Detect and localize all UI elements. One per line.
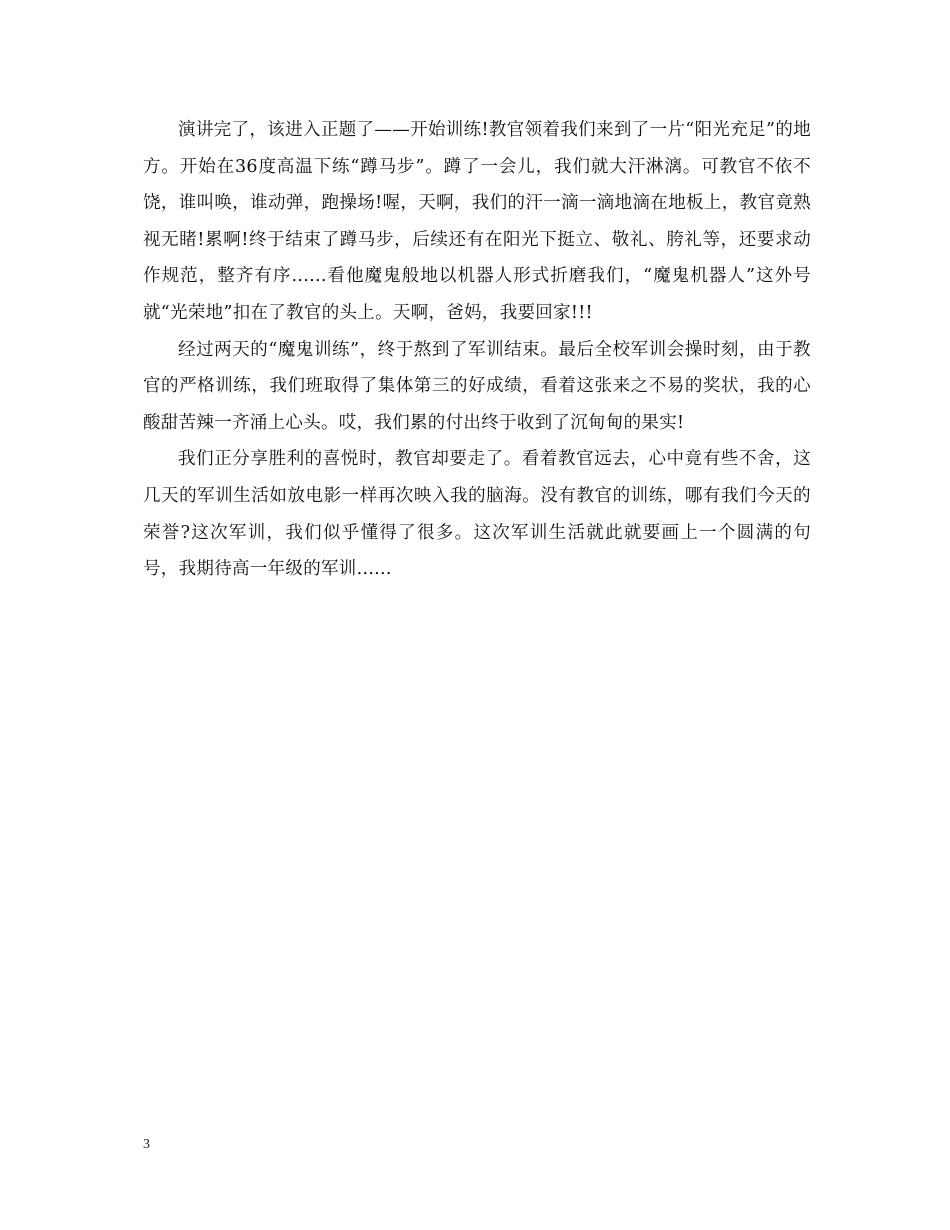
body-text [143, 112, 811, 588]
paragraph-farewell: 我们正分享胜利的喜悦时，教官却要走了。看着教官远去，心中竟有些不舍，这几天的军训生活如放电影一样再次映入我的脑海。没有教官的训练，哪有我们今天的荣誉?这次军训，我们似乎懂得了很多。这次军训生活就此就要画上一个圆满的句号，我期待高一年级的军训...... [143, 449, 811, 580]
page-number: 3 [143, 1137, 150, 1152]
paragraph-result: 经过两天的“魔鬼训练”，终于熬到了军训结束。最后全校军训会操时刻，由于教官的严格训练，我们班取得了集体第三的好成绩，看着这张来之不易的奖状，我的心酸甜苦辣一齐涌上心头。哎，我们累的付出终于收到了沉甸甸的果实! [143, 339, 811, 433]
paragraph-training: 演讲完了，该进入正题了——开始训练!教官领着我们来到了一片“阳光充足”的地方。开始在36度高温下练“蹲马步”。蹲了一会儿，我们就大汗淋漓。可教官不依不饶，谁叫唤，谁动弹，跑操场!喔，天啊，我们的汗一滴一滴地滴在地板上，教官竟熟视无睹!累啊!终于结束了蹲马步，后续还有在阳光下挺立、敬礼、胯礼等，还要求动作规范，整齐有序......看他魔鬼般地以机器人形式折磨我们，“魔鬼机器人”这外号就“光荣地”扣在了教官的头上。天啊，爸妈，我要回家!!! [143, 120, 811, 323]
